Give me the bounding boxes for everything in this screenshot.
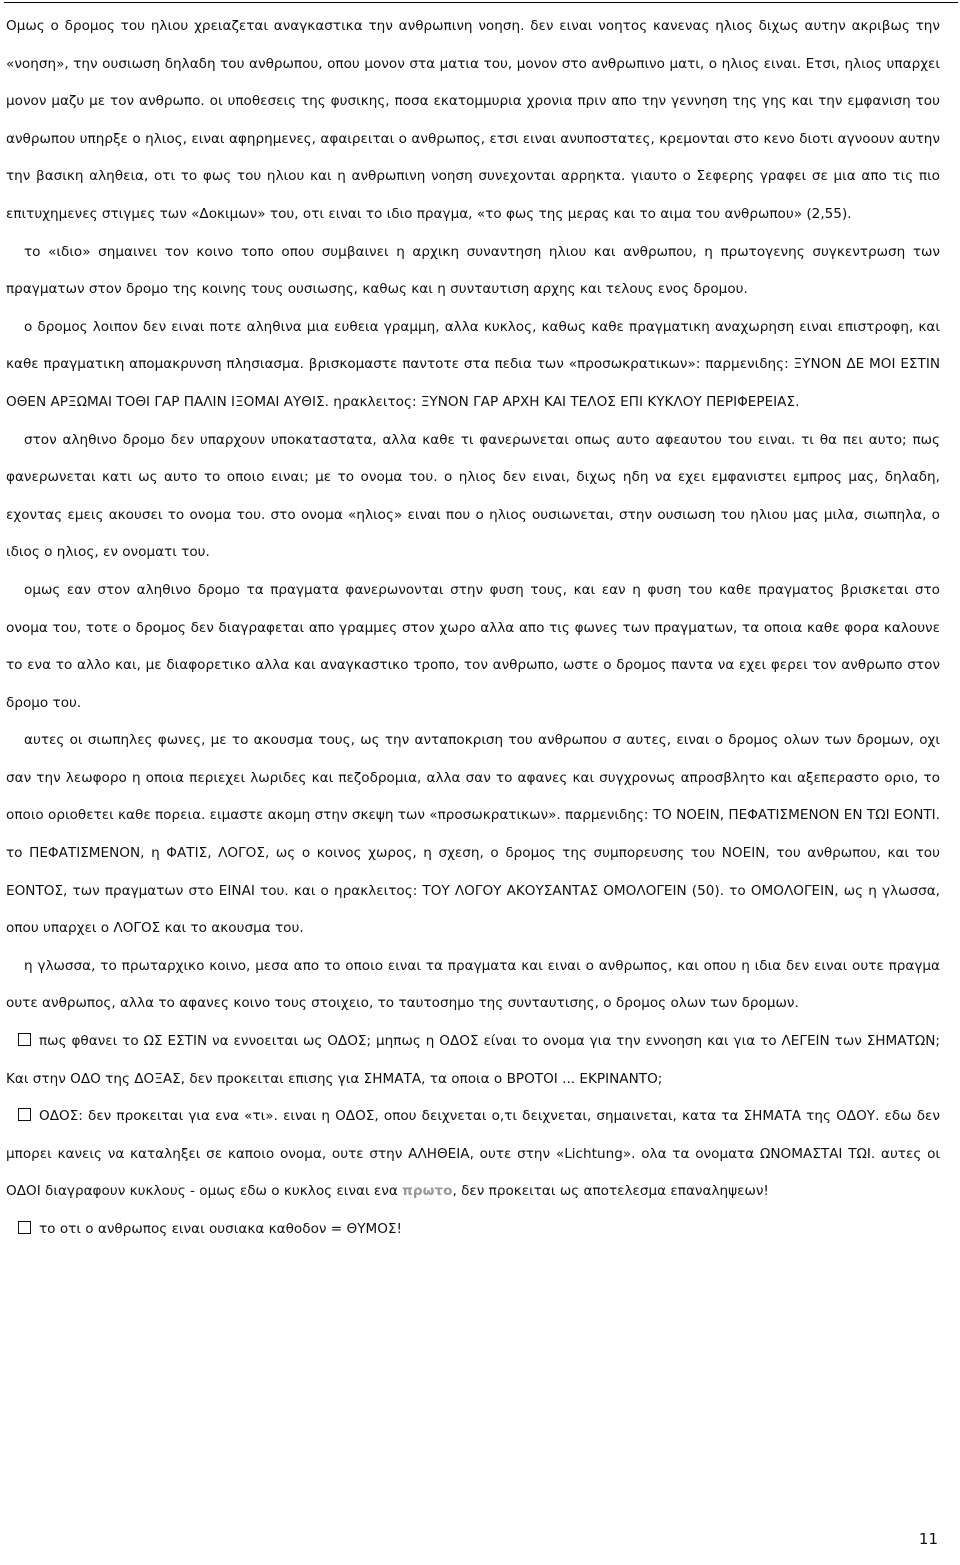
checkbox-square-icon (18, 1221, 31, 1234)
paragraph-4: στον αληθινο δρομο δεν υπαρχουν υποκαταστατα, αλλα καθε τι φανερωνεται οπως αυτο αφεαυτου του ειναι. τι θα πει αυτο; πως φανερωνεται κατι ως αυτο το οποιο ειναι; με το ονομα του. ο ηλιος δεν ειναι, διχως ηδη να εχει εμφανιστει εμπρος μας, δηλαδη, εχοντας εμεις ακουσει το ονομα του. στο ονομα «ηλιος» ειναι που ο ηλιος ουσιωνεται, στην ουσιωση του ηλιου μας μιλα, σιωπηλα, ο ιδιος ο ηλιος, εν ονοματι του. (6, 431, 940, 561)
paragraph-10 (6, 1211, 940, 1249)
paragraph-6: αυτες οι σιωπηλες φωνες, με το ακουσμα τους, ως την ανταποκριση του ανθρωπου σ αυτες, ειναι ο δρομος ολων των δρομων, οχι σαν την λεωφορο η οποια περιεχει λωριδες και πεζοδρομια, αλλα σαν το αφανες και συγχρονως απροσβλητο και αξεπεραστο οριο, το οποιο οριοθετει καθε πορεια. ειμαστε ακομη στην σκεψη των «προσωκρατικων». παρμενιδης: ΤΟ ΝΟΕΙΝ, ΠΕΦΑΤΙΣΜΕΝΟΝ ΕΝ ΤΩΙ ΕΟΝΤΙ. το ΠΕΦΑΤΙΣΜΕΝΟΝ, η ΦΑΤΙΣ, ΛΟΓΟΣ, ως ο κοινος χωρος, η σχεση, ο δρομος της συμπορευσης του ΝΟΕΙΝ, του ανθρωπου, και του ΕΟΝΤΟΣ, των πραγματων στο ΕΙΝΑΙ του. και ο ηρακλειτος: ΤΟΥ ΛΟΓΟΥ ΑΚΟΥΣΑΝΤΑΣ ΟΜΟΛΟΓΕΙΝ (50). το ΟΜΟΛΟΓΕΙΝ, ως η γλωσσα, οπου υπαρχει ο ΛΟΓΟΣ και το ακουσμα του. (6, 732, 940, 937)
paragraph-8 (6, 1023, 940, 1098)
page-number: 11 (918, 1530, 938, 1548)
checkbox-square-icon (18, 1033, 31, 1046)
paragraph-9-text-b: , δεν προκειται ως αποτελεσμα επαναληψεων! (452, 1183, 769, 1200)
paragraph-10-text: το οτι ο ανθρωπος ειναι ουσιακα καθοδον = ΘΥΜΟΣ! (39, 1221, 402, 1237)
document-body (6, 8, 940, 1249)
paragraph-2: το «ιδιο» σημαινει τον κοινο τοπο οπου συμβαινει η αρχικη συναντηση ηλιου και ανθρωπου, η πρωτογενης συγκεντρωση των πραγματων στον δρομο της κοινης τους ουσιωσης, καθως και η συνταυτιση αρχης και τελους ενος δρομου. (6, 243, 940, 298)
paragraph-3: ο δρομος λοιπον δεν ειναι ποτε αληθινα μια ευθεια γραμμη, αλλα κυκλος, καθως καθε πραγματικη αναχωρηση ειναι επιστροφη, και καθε πραγματικη απομακρυνση πλησιασμα. βρισκομαστε παντοτε στα πεδια των «προσωκρατικων»: παρμενιδης: ΞΥΝΟΝ ΔΕ ΜΟΙ ΕΣΤΙΝ ΟΘΕΝ ΑΡΞΩΜΑΙ ΤΟΘΙ ΓΑΡ ΠΑΛΙΝ ΙΞΟΜΑΙ ΑΥΘΙΣ. ηρακλειτος: ΞΥΝΟΝ ΓΑΡ ΑΡΧΗ ΚΑΙ ΤΕΛΟΣ ΕΠΙ ΚΥΚΛΟΥ ΠΕΡΙΦΕΡΕΙΑΣ. (6, 318, 940, 410)
paragraph-9-text-a: ΟΔΟΣ: δεν προκειται για ενα «τι». ειναι η ΟΔΟΣ, οπου δειχνεται ο,τι δειχνεται, σημαινεται, κατα τα ΣΗΜΑΤΑ της ΟΔΟΥ. εδω δεν μπορει κανεις να καταληξει σε καποιο ονομα, ουτε στην ΑΛΗΘΕΙΑ, ουτε στην «Lichtung». ολα τα ονοματα ΩΝΟΜΑΣΤΑΙ ΤΩΙ. αυτες οι ΟΔΟΙ διαγραφουν κυκλους - ομως εδω ο κυκλος ειναι ενα (6, 1108, 940, 1200)
paragraph-9 (6, 1098, 940, 1211)
highlighted-word: πρωτο (402, 1183, 453, 1200)
paragraph-1: Ομως ο δρομος του ηλιου χρειαζεται αναγκαστικα την ανθρωπινη νοηση. δεν ειναι νοητος κανενας ηλιος διχως αυτην ακριβως την «νοηση», την ουσιωση δηλαδη του ανθρωπου, οπου μονον στα ματια του, μονον στο ανθρωπινο ματι, ο ηλιος ειναι. Ετσι, ηλιος υπαρχει μονον μαζυ με τον ανθρωπο. οι υποθεσεις της φυσικης, ποσα εκατομμυρια χρονια πριν απο την γεννηση της γης και την εμφανιση του ανθρωπου υπηρξε ο ηλιος, ειναι αφηρημενες, αφαιρειται ο ανθρωπος, ετσι ειναι ανυποστατες, κρεμονται στο κενο διοτι αγνοουν αυτην την βασικη αληθεια, οτι το φως του ηλιου και η ανθρωπινη νοηση συνεχονται αρρηκτα. γιαυτο ο Σεφερης γραφει σε μια απο τις πιο επιτυχημενες στιγμες των «Δοκιμων» του, οτι ειναι το ιδιο πραγμα, «το φως της μερας και το αιμα του ανθρωπου» (2,55). (6, 18, 940, 222)
paragraph-7: η γλωσσα, το πρωταρχικο κοινο, μεσα απο το οποιο ειναι τα πραγματα και ειναι ο ανθρωπος, και οπου η ιδια δεν ειναι ουτε πραγμα ουτε ανθρωπος, αλλα το αφανες κοινο τους στοιχειο, το ταυτοσημο της συνταυτισης, ο δρομος ολων των δρομων. (6, 957, 940, 1012)
paragraph-8-text: πως φθανει το ΩΣ ΕΣΤΙΝ να εννοειται ως ΟΔΟΣ; μηπως η ΟΔΟΣ είναι το ονομα για την εννοηση και για το ΛΕΓΕΙΝ των ΣΗΜΑΤΩΝ; Και στην ΟΔΟ της ΔΟΞΑΣ, δεν προκειται επισης για ΣΗΜΑΤΑ, τα οποια ο ΒΡΟΤΟΙ ... ΕΚΡΙΝΑΝΤΟ; (6, 1033, 940, 1087)
paragraph-5: ομως εαν στον αληθινο δρομο τα πραγματα φανερωνονται στην φυση τους, και εαν η φυση του καθε πραγματος βρισκεται στο ονομα του, τοτε ο δρομος δεν διαγραφεται απο γραμμες στον χωρο αλλα απο τις φωνες των πραγματων, τα οποια καθε φορα καλουνε το ενα το αλλο και, με διαφορετικο αλλα και αναγκαστικο τροπο, τον ανθρωπο, ωστε ο δρομος παντα να εχει φερει τον ανθρωπο στον δρομο του. (6, 581, 940, 711)
checkbox-square-icon (18, 1108, 31, 1121)
top-rule (4, 2, 958, 3)
